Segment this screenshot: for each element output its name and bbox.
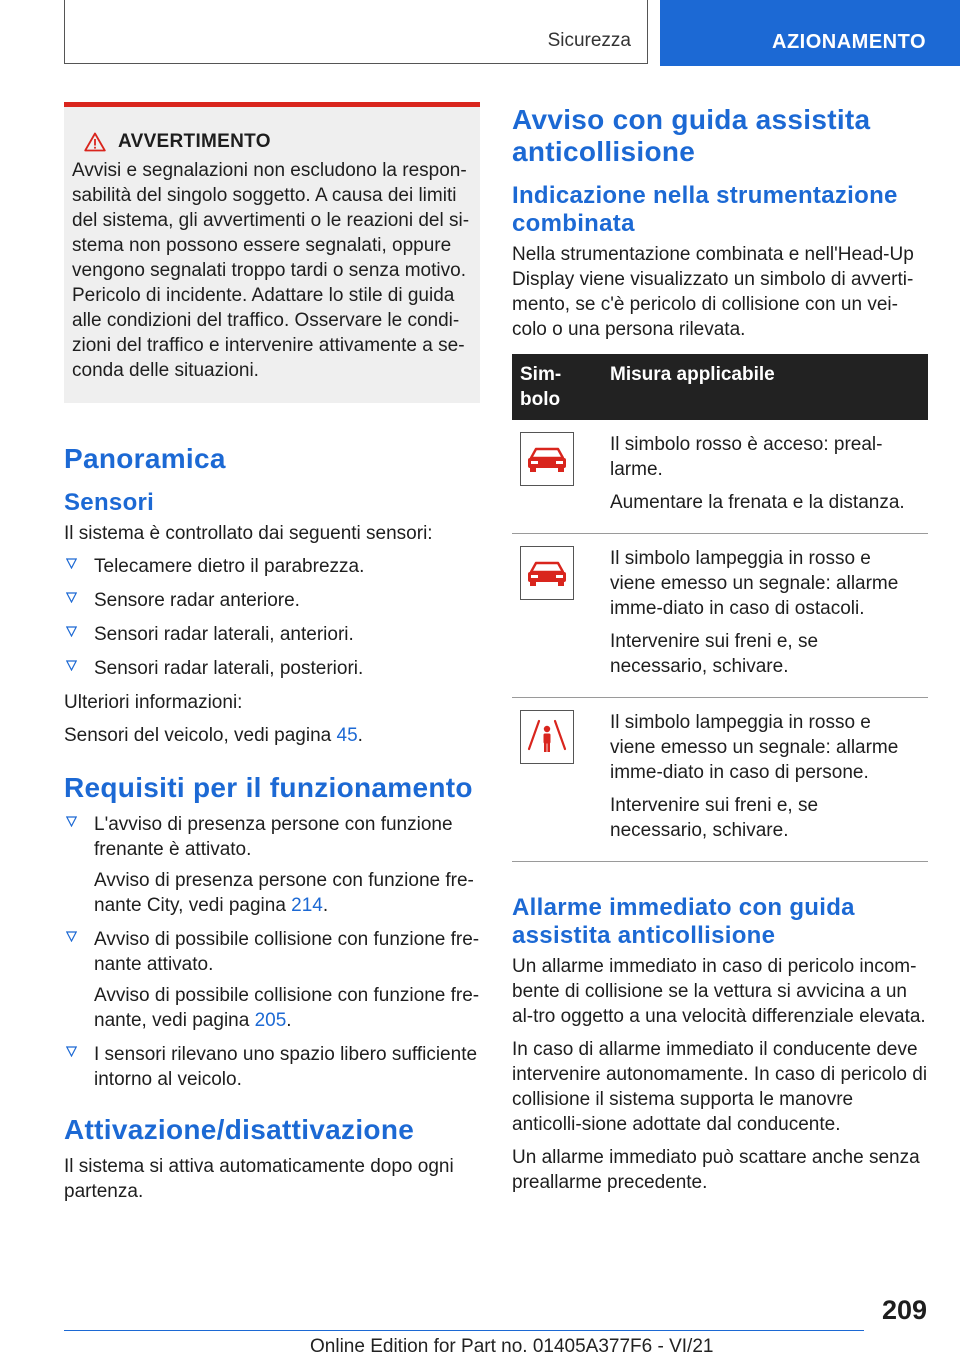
chapter-title: AZIONAMENTO (772, 31, 927, 53)
table-row (512, 534, 928, 698)
sensor-item: Sensori radar laterali, anteriori. (94, 624, 354, 645)
warning-box (64, 102, 480, 403)
column-header-symbol: Sim-bolo (512, 354, 602, 420)
section-header-box (64, 0, 648, 64)
action-line: Intervenire sui freni e, se necessario, schivare. (610, 795, 819, 841)
activation-text: Il sistema si attiva automaticamente dopo ogni partenza. (64, 1156, 454, 1202)
requirement-reference: Avviso di presenza persone con funzione fre-nante City, vedi pagina 214. (94, 870, 474, 916)
requirement-text: I sensori rilevano uno spazio libero sufficiente intorno al veicolo. (94, 1044, 478, 1090)
sensors-reference: Sensori del veicolo, vedi pagina 45. (64, 725, 363, 746)
requirement-text: Avviso di possibile collisione con funzione fre-nante attivato. (94, 929, 480, 975)
bullet-triangle-icon (66, 1046, 77, 1057)
warning-triangle-icon (84, 132, 106, 152)
heading-attivazione: Attivazione/disattivazione (64, 1114, 415, 1145)
section-title: Sicurezza (547, 30, 631, 51)
list-item (64, 588, 480, 613)
heading-sensori: Sensori (64, 489, 155, 516)
footer-divider (64, 1330, 864, 1331)
warning-text: Avvisi e segnalazioni non escludono la respon-sabilità del singolo soggetto. A causa dei limiti del sistema, gli avvertimenti o le reazioni del si-stema non possono essere segnalati, oppure vengono segnalati troppo tardi o senza motivo. Pericolo di incidente. Adattare lo stile di guida alle condizioni del traffico. Osservare le condi-zioni del traffico e intervenire attivamente a se-conda delle situazioni. (72, 160, 470, 381)
page-link-205[interactable]: 205 (254, 1010, 287, 1031)
table-row (512, 698, 928, 862)
bullet-triangle-icon (66, 931, 77, 942)
indicator-intro: Nella strumentazione combinata e nell'Head-Up Display viene visualizzato un simbolo di avverti-mento, se c'è pericolo di collisione con un vei-colo o una persona rilevata. (512, 244, 914, 340)
list-item (64, 812, 480, 918)
sensors-intro: Il sistema è controllato dai seguenti sensori: (64, 523, 433, 544)
bullet-triangle-icon (66, 558, 77, 569)
page-link-45[interactable]: 45 (336, 725, 358, 746)
table-row (512, 420, 928, 534)
symbol-table (512, 354, 928, 862)
bullet-triangle-icon (66, 626, 77, 637)
sensor-item: Telecamere dietro il parabrezza. (94, 556, 365, 577)
list-item (64, 656, 480, 681)
chapter-tab[interactable] (660, 0, 960, 66)
edition-info: Online Edition for Part no. 01405A377F6 - VI/21 (310, 1336, 714, 1357)
bullet-triangle-icon (66, 592, 77, 603)
page-header (0, 0, 960, 66)
requirement-reference: Avviso di possibile collisione con funzione fre-nante, vedi pagina 205. (94, 985, 480, 1031)
alarm-paragraph: Un allarme immediato in caso di pericolo incom-bente di collisione se la vettura si avvicina a un al-tro oggetto a una velocità differenziale elevata. (512, 956, 926, 1027)
list-item (64, 622, 480, 647)
requirements-list (64, 812, 480, 1092)
action-line: Il simbolo lampeggia in rosso e viene emesso un segnale: allarme imme-diato in caso di ostacoli. (610, 548, 899, 619)
sensor-item: Sensore radar anteriore. (94, 590, 300, 611)
action-line: Il simbolo lampeggia in rosso e viene emesso un segnale: allarme imme-diato in caso di persone. (610, 712, 899, 783)
table-header-row (512, 354, 928, 420)
page-link-214[interactable]: 214 (291, 895, 323, 916)
car-warning-icon (520, 546, 574, 600)
left-column (64, 102, 480, 1212)
action-line: Il simbolo rosso è acceso: preal-larme. (610, 434, 883, 480)
more-info-label: Ulteriori informazioni: (64, 692, 243, 713)
heading-allarme: Allarme immediato con guida assistita anticollisione (512, 894, 855, 949)
sensor-list (64, 554, 480, 681)
warning-title-row (84, 129, 470, 154)
bullet-triangle-icon (66, 660, 77, 671)
heading-requisiti: Requisiti per il funzionamento (64, 772, 473, 803)
list-item (64, 554, 480, 579)
sensor-item: Sensori radar laterali, posteriori. (94, 658, 364, 679)
page-number: 209 (881, 1295, 927, 1325)
list-item (64, 927, 480, 1033)
right-column (512, 102, 928, 1203)
action-line: Aumentare la frenata e la distanza. (610, 492, 905, 513)
car-warning-icon (520, 432, 574, 486)
list-item (64, 1042, 480, 1092)
warning-title: AVVERTIMENTO (118, 131, 271, 152)
heading-panoramica: Panoramica (64, 443, 226, 474)
requirement-text: L'avviso di presenza persone con funzione frenante è attivato. (94, 814, 453, 860)
alarm-paragraph: Un allarme immediato può scattare anche senza preallarme precedente. (512, 1147, 920, 1193)
heading-avviso: Avviso con guida assistita anticollisione (512, 104, 871, 167)
alarm-paragraph: In caso di allarme immediato il conducente deve intervenire autonomamente. In caso di pericolo di collisione il sistema supporta le manovre anticolli-sione adottate dal conducente. (512, 1039, 928, 1135)
heading-indicazione: Indicazione nella strumentazione combinata (512, 182, 898, 237)
action-line: Intervenire sui freni e, se necessario, schivare. (610, 631, 819, 677)
pedestrian-warning-icon (520, 710, 574, 764)
bullet-triangle-icon (66, 816, 77, 827)
column-header-action: Misura applicabile (602, 354, 928, 420)
